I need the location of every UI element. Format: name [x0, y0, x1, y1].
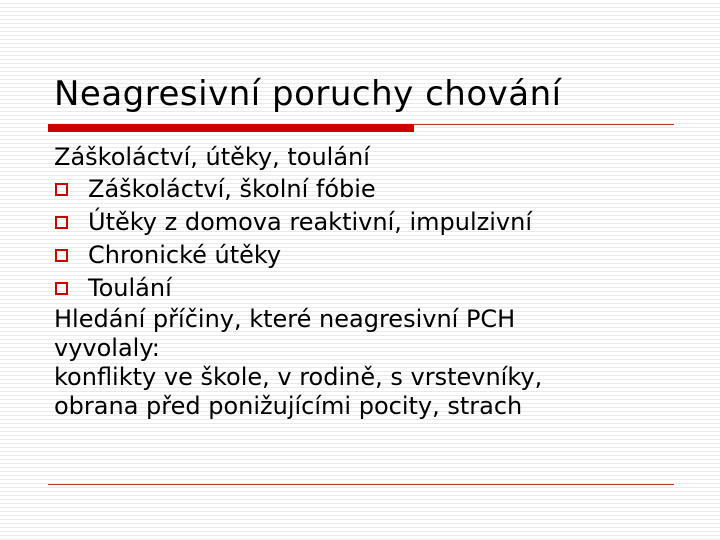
causes-heading-line-2: vyvolaly: — [54, 334, 160, 362]
bullet-item — [54, 206, 674, 239]
square-bullet-icon — [55, 216, 68, 229]
title-underline-thick — [48, 124, 414, 132]
causes-heading-line-1: Hledání příčiny, které neagresivní PCH — [54, 305, 516, 333]
bullet-item — [54, 173, 674, 206]
square-bullet-icon — [55, 183, 68, 196]
square-bullet-icon — [55, 249, 68, 262]
bullet-text: Záškoláctví, školní fóbie — [88, 175, 376, 203]
intro-line: Záškoláctví, útěky, toulání — [54, 143, 370, 171]
bullet-text: Chronické útěky — [88, 241, 282, 269]
slide-content — [54, 141, 674, 421]
causes-line-2: obrana před ponižujícími pocity, strach — [54, 392, 523, 420]
slide-title: Neagresivní poruchy chování — [54, 74, 562, 114]
square-bullet-icon — [55, 282, 68, 295]
footer-rule — [48, 484, 674, 485]
bullet-text: Toulání — [88, 274, 172, 302]
bullet-text: Útěky z domova reaktivní, impulzivní — [88, 208, 532, 236]
bullet-item — [54, 272, 674, 305]
causes-line-1: konflikty ve škole, v rodině, s vrstevníky, — [54, 363, 543, 391]
bullet-item — [54, 239, 674, 272]
